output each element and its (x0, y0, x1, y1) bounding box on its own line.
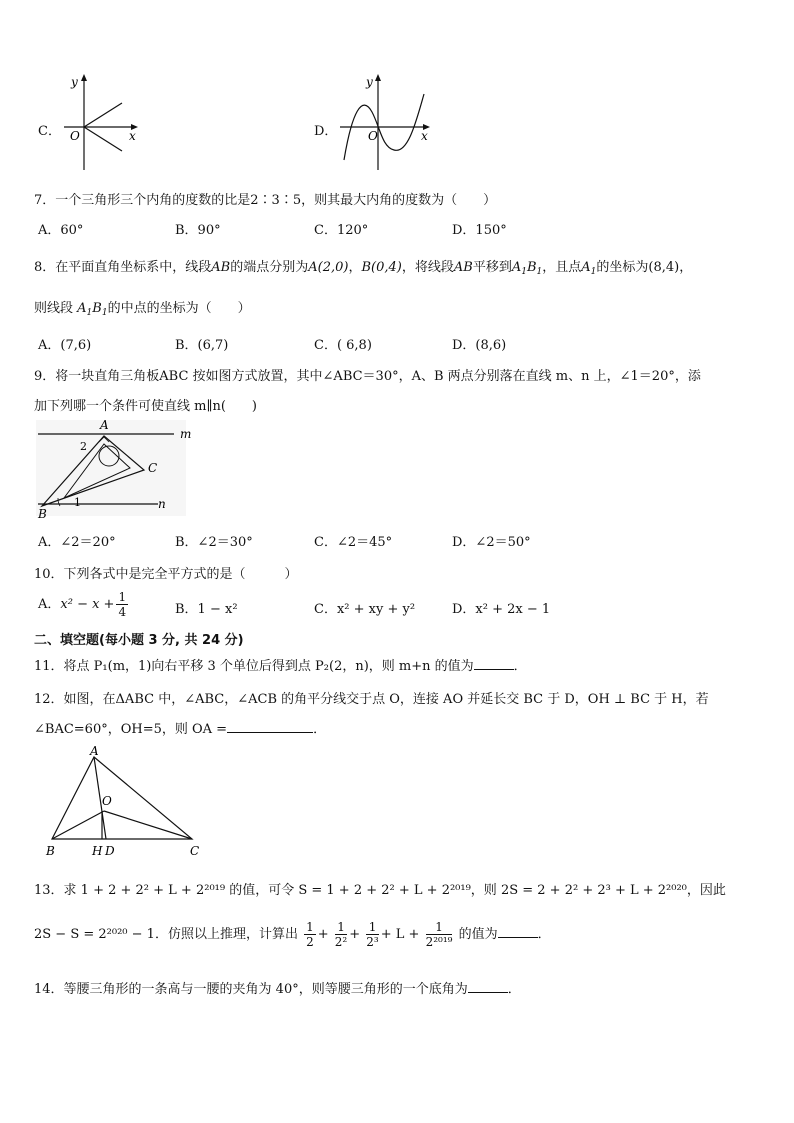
question-7-text: 7．一个三角形三个内角的度数的比是2∶3∶5，则其最大内角的度数为（ ） (34, 193, 497, 208)
question-14-text: 14．等腰三角形的一条高与一腰的夹角为 40°，则等腰三角形的一个底角为 ． (34, 982, 521, 997)
graph-option-d (336, 72, 436, 172)
q7-option-a[interactable]: A．60° (38, 223, 84, 238)
q9-option-a[interactable]: A．∠2＝20° (38, 535, 116, 550)
question-12-line2: ∠BAC=60°，OH=5，则 OA = ． (34, 722, 327, 737)
q12-point-d: D (105, 844, 115, 858)
q10-option-c[interactable]: C．x² + xy + y² (314, 602, 416, 617)
line-n-label: n (158, 497, 166, 511)
question-13-line1: 13．求 1 + 2 + 2² + L + 2²⁰¹⁹ 的值，可令 S = 1 + 2 + 2² + L + 2²⁰¹⁹，则 2S = 2 + 2² + 2³ + L + 2²⁰²⁰，因此 (34, 883, 726, 898)
q8-option-b[interactable]: B．(6,7) (175, 338, 229, 353)
graph-option-c (62, 72, 142, 172)
section-2-heading: 二、填空题(每小题 3 分, 共 24 分) (34, 633, 244, 648)
q12-vertex-c: C (190, 844, 200, 858)
question-13-line2: 2S − S = 2²⁰²⁰ − 1．仿照以上推理，计算出 $\frac{1}{2}$ + $\frac{1}{\text{2²}}$ + $\frac{1}{\text{2³}}$ + L + $\frac{1}{\text{2²⁰¹⁹}}$ 的值为 ． (34, 920, 551, 949)
q12-vertex-b: B (46, 844, 55, 858)
vertex-b-label: B (38, 507, 47, 520)
figure-q12-triangle (40, 743, 210, 861)
q9-option-d[interactable]: D．∠2＝50° (452, 535, 531, 550)
q9-option-b[interactable]: B．∠2＝30° (175, 535, 253, 550)
question-9-line2: 加下列哪一个条件可使直线 m∥n( ) (34, 399, 257, 414)
q11-answer-blank[interactable] (474, 657, 514, 670)
vertex-a-label: A (100, 418, 109, 432)
figure-q9-triangle (34, 418, 194, 520)
question-9-line1: 9．将一块直角三角板ABC 按如图方式放置，其中∠ABC＝30°，A、B 两点分别落在直线 m、n 上，∠1＝20°，添 (34, 369, 701, 384)
q12-vertex-a: A (90, 744, 99, 758)
question-8-line1: 8．在平面直角坐标系中，线段AB的端点分别为A(2,0)，B(0,4)，将线段AB平移到$A_1B_1$，且点$A_1$的坐标为(8,4)， (34, 260, 693, 277)
q8-option-d[interactable]: D．(8,6) (452, 338, 507, 353)
q8-option-c[interactable]: C．( 6,8) (314, 338, 372, 353)
graph-d-x-label: x (421, 129, 428, 143)
q12-point-o: O (102, 794, 112, 808)
line-m-label: m (180, 427, 192, 441)
question-8-line2: 则线段 $A_1B_1$的中点的坐标为（ ） (34, 301, 251, 318)
option-c-label: C． (38, 124, 61, 139)
graph-c-y-label: y (71, 75, 78, 89)
q9-option-c[interactable]: C．∠2＝45° (314, 535, 393, 550)
q14-answer-blank[interactable] (468, 980, 508, 993)
q12-point-h: H (92, 844, 103, 858)
q10-option-a[interactable]: A．x² − x + $\frac{1}{4}$ (38, 590, 127, 619)
question-10-text: 10．下列各式中是完全平方式的是（ ） (34, 567, 298, 582)
graph-d-origin: O (368, 129, 378, 143)
angle-2-label: 2 (80, 440, 87, 453)
question-12-line1: 12．如图，在ΔABC 中，∠ABC，∠ACB 的角平分线交于点 O，连接 AO 并延长交 BC 于 D，OH ⊥ BC 于 H，若 (34, 692, 709, 707)
q13-answer-blank[interactable] (498, 925, 538, 938)
graph-c-origin: O (70, 129, 80, 143)
q10-option-d[interactable]: D．x² + 2x − 1 (452, 602, 551, 617)
q8-option-a[interactable]: A．(7,6) (38, 338, 92, 353)
vertex-c-label: C (148, 461, 158, 475)
q7-option-b[interactable]: B．90° (175, 223, 221, 238)
q7-option-d[interactable]: D．150° (452, 223, 507, 238)
option-d-label: D． (314, 124, 338, 139)
graph-d-y-label: y (366, 75, 373, 89)
angle-1-label: 1 (74, 496, 81, 509)
q10-option-b[interactable]: B．1 − x² (175, 602, 238, 617)
q12-answer-blank[interactable] (227, 720, 313, 733)
question-11-text: 11．将点 P₁(m，1)向右平移 3 个单位后得到点 P₂(2，n)，则 m+n 的值为 ． (34, 659, 527, 674)
graph-c-x-label: x (129, 129, 136, 143)
q7-option-c[interactable]: C．120° (314, 223, 369, 238)
